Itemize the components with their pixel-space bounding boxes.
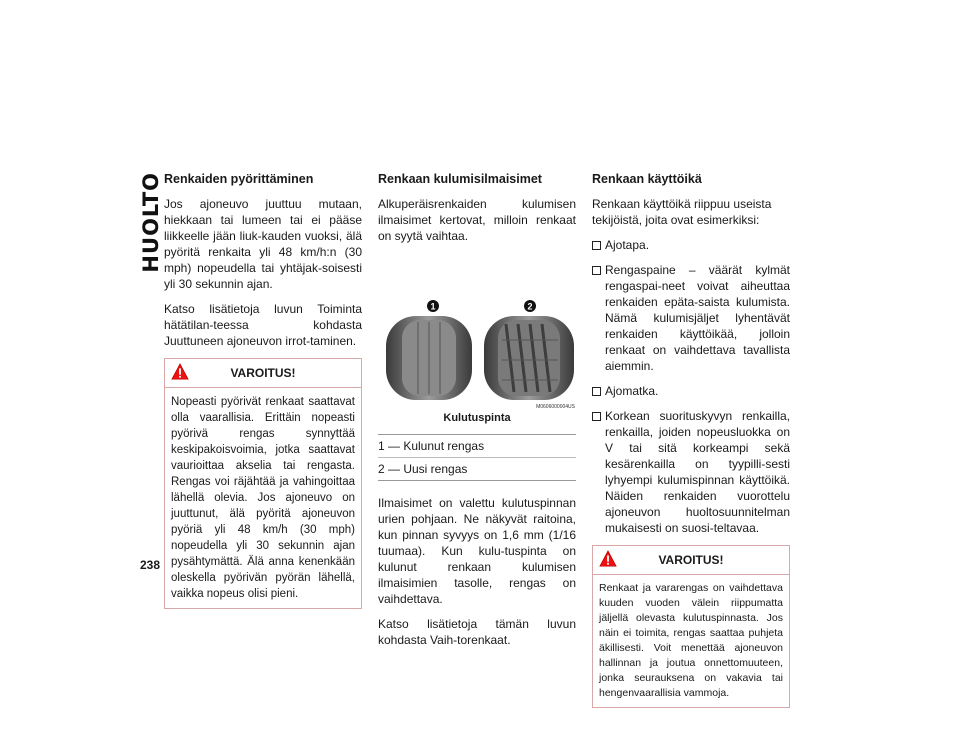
list-item bbox=[592, 262, 790, 374]
list-item-text: Ajomatka. bbox=[605, 384, 659, 398]
callout-2-label: 2 bbox=[527, 301, 533, 312]
warning-triangle-icon bbox=[599, 550, 617, 568]
section-label: HUOLTO bbox=[139, 172, 163, 273]
warning-box bbox=[592, 545, 790, 708]
worn-tire-image bbox=[386, 316, 472, 400]
warning-header bbox=[593, 546, 789, 575]
checkbox-bullet-icon bbox=[592, 266, 601, 275]
paragraph: Jos ajoneuvo juuttuu mutaan, hiekkaan tai lumeen tai ei pääse liikkeelle jään liuk-kauden vuoksi, älä pyöritä renkaita yli 48 km/h:n (30 mph) nopeudella tai yhtäjak-soisesti yli 30 sekunnin ajan. bbox=[164, 197, 362, 291]
column-wear-indicators bbox=[378, 172, 576, 657]
warning-triangle-icon bbox=[171, 363, 189, 381]
figure-caption: Kulutuspinta bbox=[443, 412, 511, 424]
figure-legend bbox=[378, 434, 576, 481]
heading-tire-life: Renkaan käyttöikä bbox=[592, 172, 702, 186]
checkbox-bullet-icon bbox=[592, 387, 601, 396]
column-tire-spinning bbox=[164, 172, 362, 609]
column-tire-life bbox=[592, 172, 790, 708]
paragraph: Katso lisätietoja luvun Toiminta hätätilan-teessa kohdasta Juuttuneen ajoneuvon irrot-taminen. bbox=[164, 302, 362, 348]
list-item-text: Ajotapa. bbox=[605, 238, 650, 252]
new-tire-image bbox=[484, 316, 574, 400]
paragraph: Alkuperäisrenkaiden kulumisen ilmaisimet kertovat, milloin renkaat on syytä vaihtaa. bbox=[378, 197, 576, 243]
legend-item: 2 — Uusi rengas bbox=[378, 457, 576, 480]
list-item bbox=[592, 237, 790, 253]
warning-box bbox=[164, 358, 362, 609]
heading-tire-spinning: Renkaiden pyörittäminen bbox=[164, 172, 314, 186]
warning-title: VAROITUS! bbox=[658, 553, 724, 567]
checkbox-bullet-icon bbox=[592, 241, 601, 250]
list-item bbox=[592, 383, 790, 399]
warning-title: VAROITUS! bbox=[230, 366, 296, 380]
legend-item: 1 — Kulunut rengas bbox=[378, 439, 485, 453]
list-item-text: Korkean suorituskyvyn renkailla, renkailla, joiden nopeusluokka on V tai sitä korkeampi sekä kesärenkailla on tyypilli-sesti lyhyempi kulumispinnan käyttöikä. Näiden renkaiden vuorottelu ajoneuvon huoltosuunnitelman mukaisesti on suosi-teltavaa. bbox=[605, 409, 790, 535]
warning-text: Nopeasti pyörivät renkaat saattavat olla vaarallisia. Erittäin nopeasti pyörivä rengas synnyttää keskipakoisvoimia, jotka saattavat vaurioittaa akselia tai rengasta. Rengas voi räjähtää ja vahingoittaa lähellä olevia. Jos ajoneuvo on juuttunut, älä pyöritä ajoneuvon pyöriä yli 48 km/h (30 mph) nopeudella yli 30 sekunnin ajan pysähtymättä. Älä anna kenenkään oleskella pyörivän pyörän lähellä, vaikka nopeus olisi pieni. bbox=[171, 396, 355, 600]
list-item bbox=[592, 408, 790, 536]
warning-text: Renkaat ja vararengas on vaihdettava kuuden vuoden välein riippumatta jäljellä olevasta kulutuspinnasta. Jos näin ei toimita, rengas saattaa puhjeta äkillisesti. Voit menettää ajoneuvon hallinnan ja joutua onnettomuuteen, jonka seurauksena on vakavia tai hengenvaarallisia vammoja. bbox=[599, 582, 783, 699]
warning-header bbox=[165, 359, 361, 388]
figure-code: M0606000004US bbox=[536, 404, 575, 410]
paragraph: Katso lisätietoja tämän luvun kohdasta Vaih-torenkaat. bbox=[378, 617, 576, 647]
tread-figure bbox=[378, 300, 576, 410]
callout-1-label: 1 bbox=[430, 301, 436, 312]
factor-list bbox=[592, 237, 790, 536]
heading-wear-indicators: Renkaan kulumisilmaisimet bbox=[378, 172, 542, 186]
paragraph: Renkaan käyttöikä riippuu useista tekijöistä, joita ovat esimerkiksi: bbox=[592, 197, 772, 227]
paragraph: Ilmaisimet on valettu kulutuspinnan urien pohjaan. Ne näkyvät raitoina, kun pinnan syvyys on 1,6 mm (1/16 tuumaa). Kun kulu-tuspinta on kulunut renkaan kulumisen ilmaisimien tasolle, rengas on vaihdettava. bbox=[378, 496, 576, 606]
page-number: 238 bbox=[140, 558, 161, 572]
checkbox-bullet-icon bbox=[592, 412, 601, 421]
tread-illustration bbox=[378, 300, 576, 410]
list-item-text: Rengaspaine – väärät kylmät rengaspai-neet voivat aiheuttaa renkaiden epäta-saista kulumista. Nämä kulumisjäljet lyhentävät renkaiden käyttöikää, jolloin renkaat on vaihdettava tavallista aiemmin. bbox=[605, 263, 790, 373]
